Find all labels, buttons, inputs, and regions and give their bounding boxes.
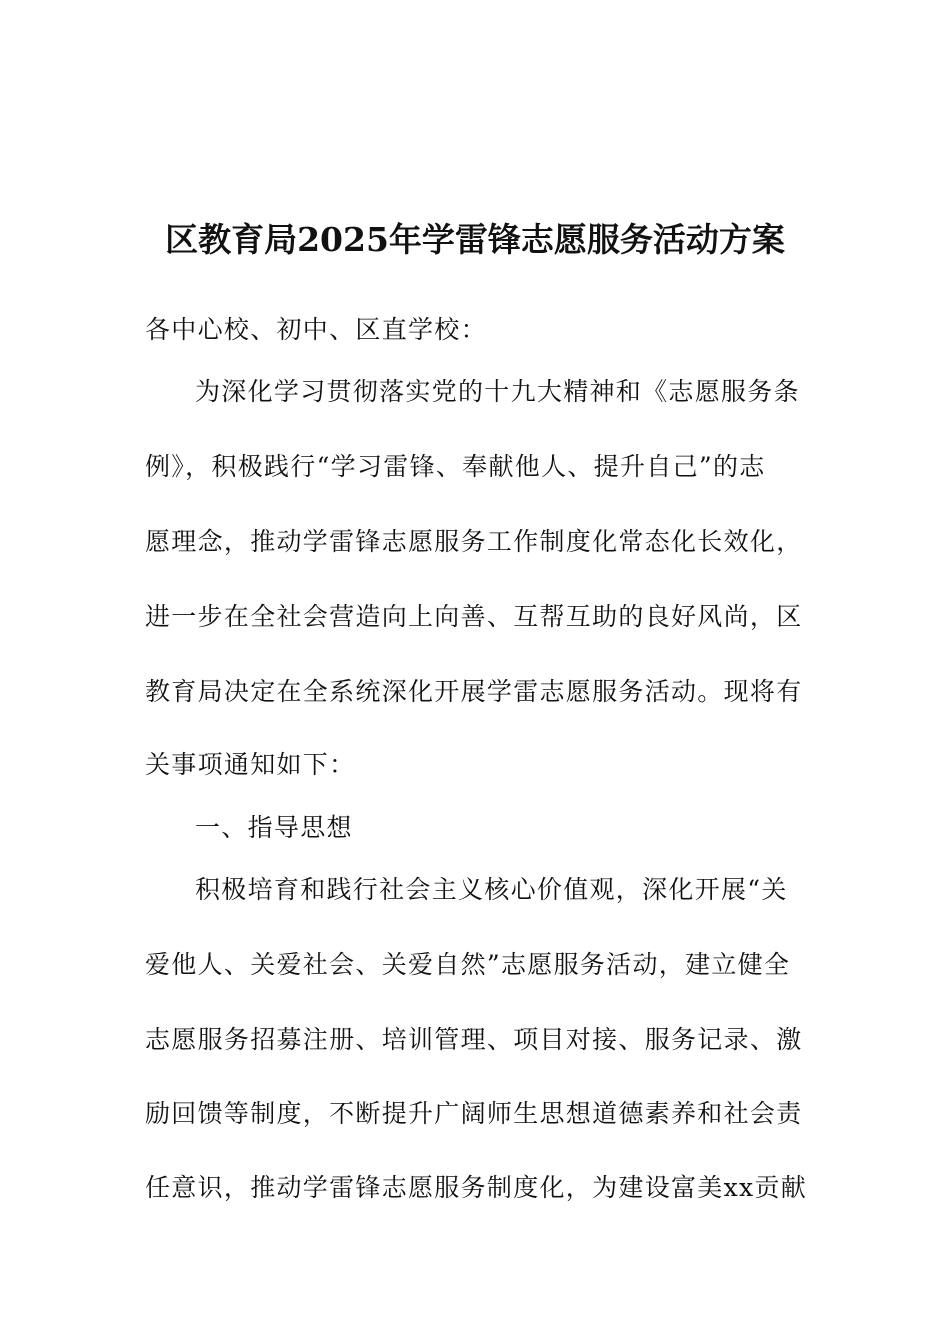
paragraph-line: 积极培育和践行社会主义核心价值观，深化开展“关 bbox=[195, 875, 788, 904]
paragraph-line: 为深化学习贯彻落实党的十九大精神和《志愿服务条 bbox=[195, 377, 800, 406]
salutation: 各中心校、初中、区直学校： bbox=[145, 315, 487, 344]
paragraph-line: 例》，积极践行“学习雷锋、奉献他人、提升自己”的志 bbox=[145, 452, 766, 481]
paragraph-line: 励回馈等制度，不断提升广阔师生思想道德素养和社会责 bbox=[145, 1099, 803, 1128]
paragraph-line: 愿理念，推动学雷锋志愿服务工作制度化常态化长效化， bbox=[145, 527, 803, 556]
paragraph-line: 志愿服务招募注册、培训管理、项目对接、服务记录、激 bbox=[145, 1025, 803, 1054]
paragraph-line: 进一步在全社会营造向上向善、互帮互助的良好风尚，区 bbox=[145, 602, 803, 631]
paragraph-line: 爱他人、关爱社会、关爱自然”志愿服务活动，建立健全 bbox=[145, 950, 791, 979]
paragraph-line: 关事项通知如下： bbox=[145, 750, 356, 779]
section-heading: 一、指导思想 bbox=[195, 813, 353, 842]
paragraph-line: 任意识，推动学雷锋志愿服务制度化，为建设富美xx贡献 bbox=[145, 1173, 808, 1202]
paragraph-line: 教育局决定在全系统深化开展学雷志愿服务活动。现将有 bbox=[145, 677, 803, 706]
document-title: 区教育局2025年学雷锋志愿服务活动方案 bbox=[165, 220, 785, 259]
